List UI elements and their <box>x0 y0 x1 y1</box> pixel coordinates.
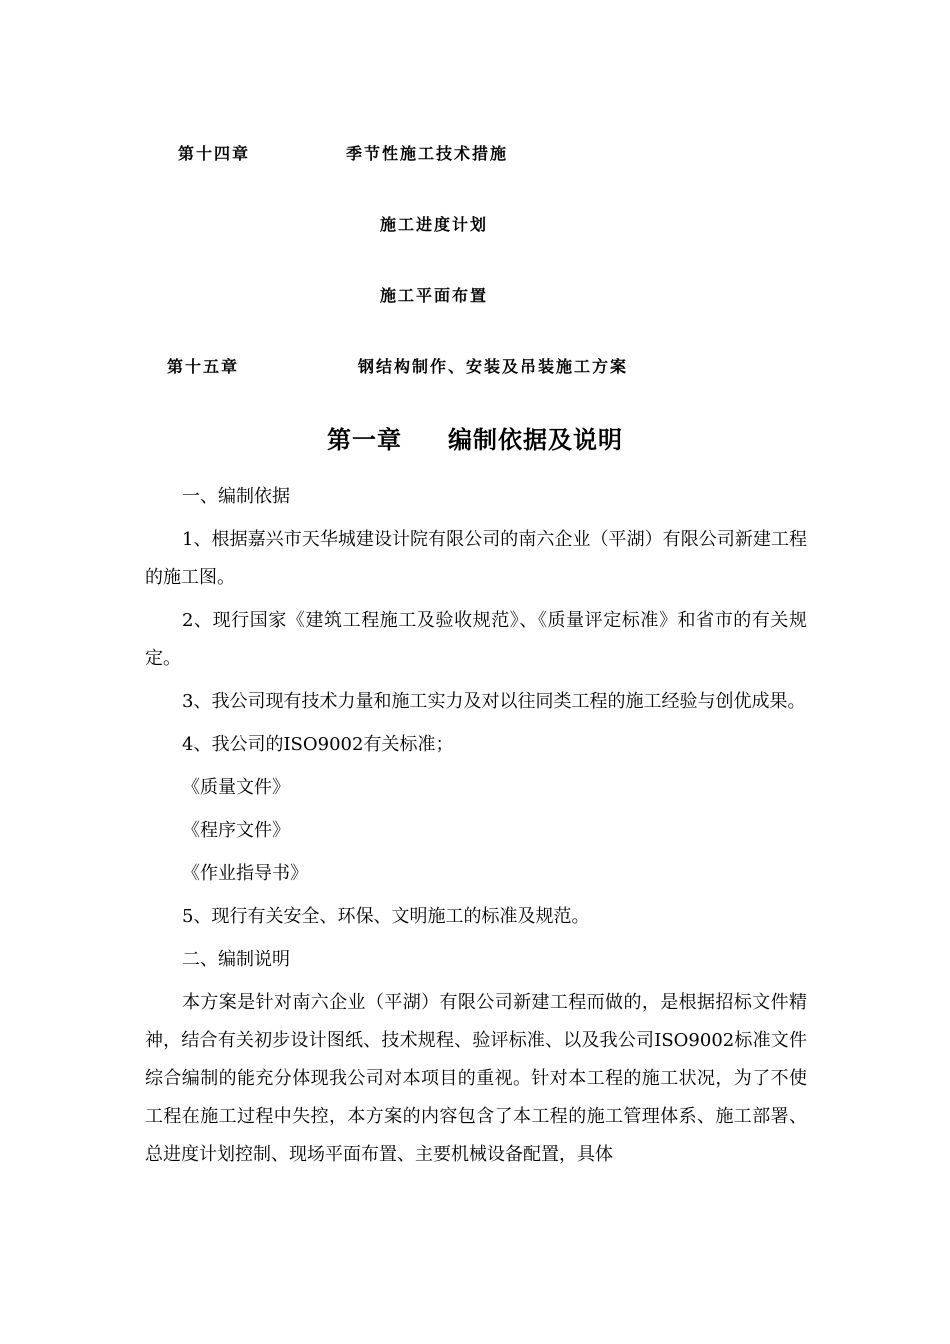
body-text <box>145 478 807 1174</box>
paragraph-basis-2: 2、现行国家《建筑工程施工及验收规范》、《质量评定标准》和省市的有关规定。 <box>145 610 807 669</box>
toc-chapter-14-number: 第十四章 <box>178 144 251 163</box>
paragraph-basis-3: 3、我公司现有技术力量和施工实力及对以往同类工程的施工经验与创优成果。 <box>182 691 806 712</box>
paragraph-basis-1: 1、根据嘉兴市天华城建设计院有限公司的南六企业（平湖）有限公司新建工程的施工图。 <box>145 529 807 588</box>
section-heading-description: 二、编制说明 <box>182 949 290 970</box>
toc-entry-site-layout: 施工平面布置 <box>380 286 489 305</box>
chapter-title: 编制依据及说明 <box>448 425 623 454</box>
toc-chapter-14-title: 季节性施工技术措施 <box>346 144 509 163</box>
toc-chapter-15-title: 钢结构制作、安装及吊装施工方案 <box>358 357 629 376</box>
toc-entry-schedule: 施工进度计划 <box>380 215 489 234</box>
list-item-quality-file: 《质量文件》 <box>182 777 290 798</box>
paragraph-basis-5: 5、现行有关安全、环保、文明施工的标准及规范。 <box>182 906 590 927</box>
list-item-work-instruction: 《作业指导书》 <box>182 863 308 884</box>
paragraph-description: 本方案是针对南六企业（平湖）有限公司新建工程而做的，是根据招标文件精神，结合有关初步设计图纸、技术规程、验评标准、以及我公司ISO9002标准文件综合编制的能充分体现我公司对本项目的重视。针对本工程的施工状况，为了不使工程在施工过程中失控，本方案的内容包含了本工程的施工管理体系、施工部署、总进度计划控制、现场平面布置、主要机械设备配置，具体 <box>145 992 807 1165</box>
section-heading-basis: 一、编制依据 <box>182 486 290 507</box>
paragraph-basis-4: 4、我公司的ISO9002有关标准； <box>182 734 454 755</box>
list-item-procedure-file: 《程序文件》 <box>182 820 290 841</box>
chapter-heading <box>0 420 950 455</box>
chapter-number: 第一章 <box>327 425 402 454</box>
toc-chapter-15-number: 第十五章 <box>167 357 240 376</box>
